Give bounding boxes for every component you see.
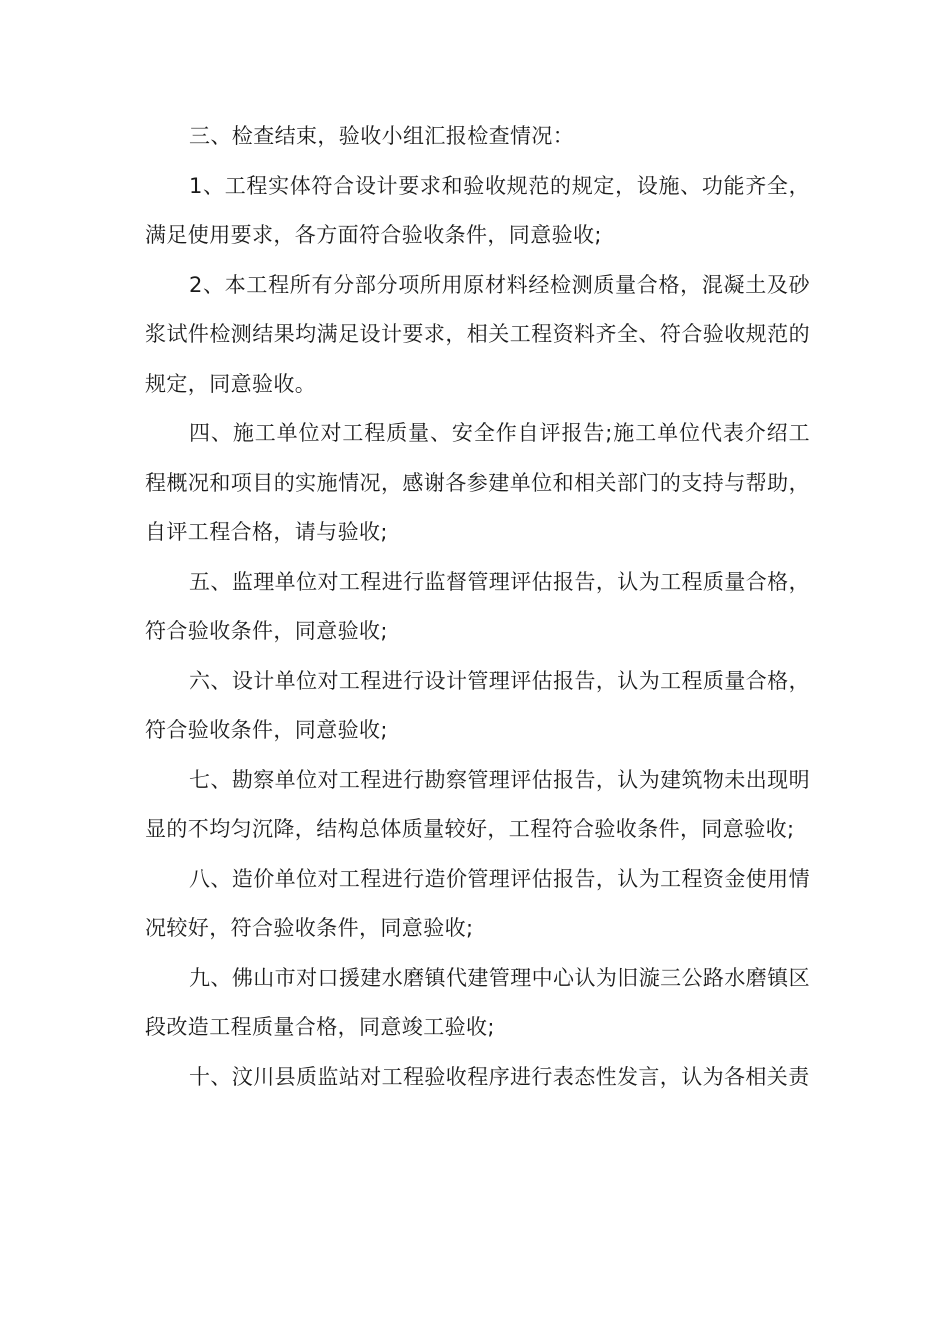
paragraph-8-cost-report: 八、造价单位对工程进行造价管理评估报告，认为工程资金使用情况较好，符合验收条件，同意验收; — [145, 866, 810, 940]
paragraph-10-quality-station: 十、汶川县质监站对工程验收程序进行表态性发言，认为各相关责 — [189, 1064, 810, 1089]
paragraph-9-management-center: 九、佛山市对口援建水磨镇代建管理中心认为旧漩三公路水磨镇区段改造工程质量合格，同意竣工验收; — [145, 965, 810, 1039]
paragraph-5-supervision-report: 五、监理单位对工程进行监督管理评估报告，认为工程质量合格，符合验收条件，同意验收; — [145, 569, 810, 643]
paragraph-4-construction-report: 四、施工单位对工程质量、安全作自评报告;施工单位代表介绍工程概况和项目的实施情况，感谢各参建单位和相关部门的支持与帮助，自评工程合格，请与验收; — [145, 421, 810, 544]
paragraph-6-design-report: 六、设计单位对工程进行设计管理评估报告，认为工程质量合格，符合验收条件，同意验收; — [145, 668, 810, 742]
paragraph-3-inspection-summary: 三、检查结束，验收小组汇报检查情况： — [189, 124, 575, 148]
paragraph-item-1: 1、工程实体符合设计要求和验收规范的规定，设施、功能齐全，满足使用要求，各方面符合验收条件，同意验收; — [145, 173, 810, 247]
paragraph-7-survey-report: 七、勘察单位对工程进行勘察管理评估报告，认为建筑物未出现明显的不均匀沉降，结构总体质量较好，工程符合验收条件，同意验收; — [145, 767, 810, 841]
paragraph-item-2: 2、本工程所有分部分项所用原材料经检测质量合格，混凝土及砂浆试件检测结果均满足设计要求，相关工程资料齐全、符合验收规范的规定，同意验收。 — [145, 272, 810, 396]
document-body — [145, 112, 810, 1102]
